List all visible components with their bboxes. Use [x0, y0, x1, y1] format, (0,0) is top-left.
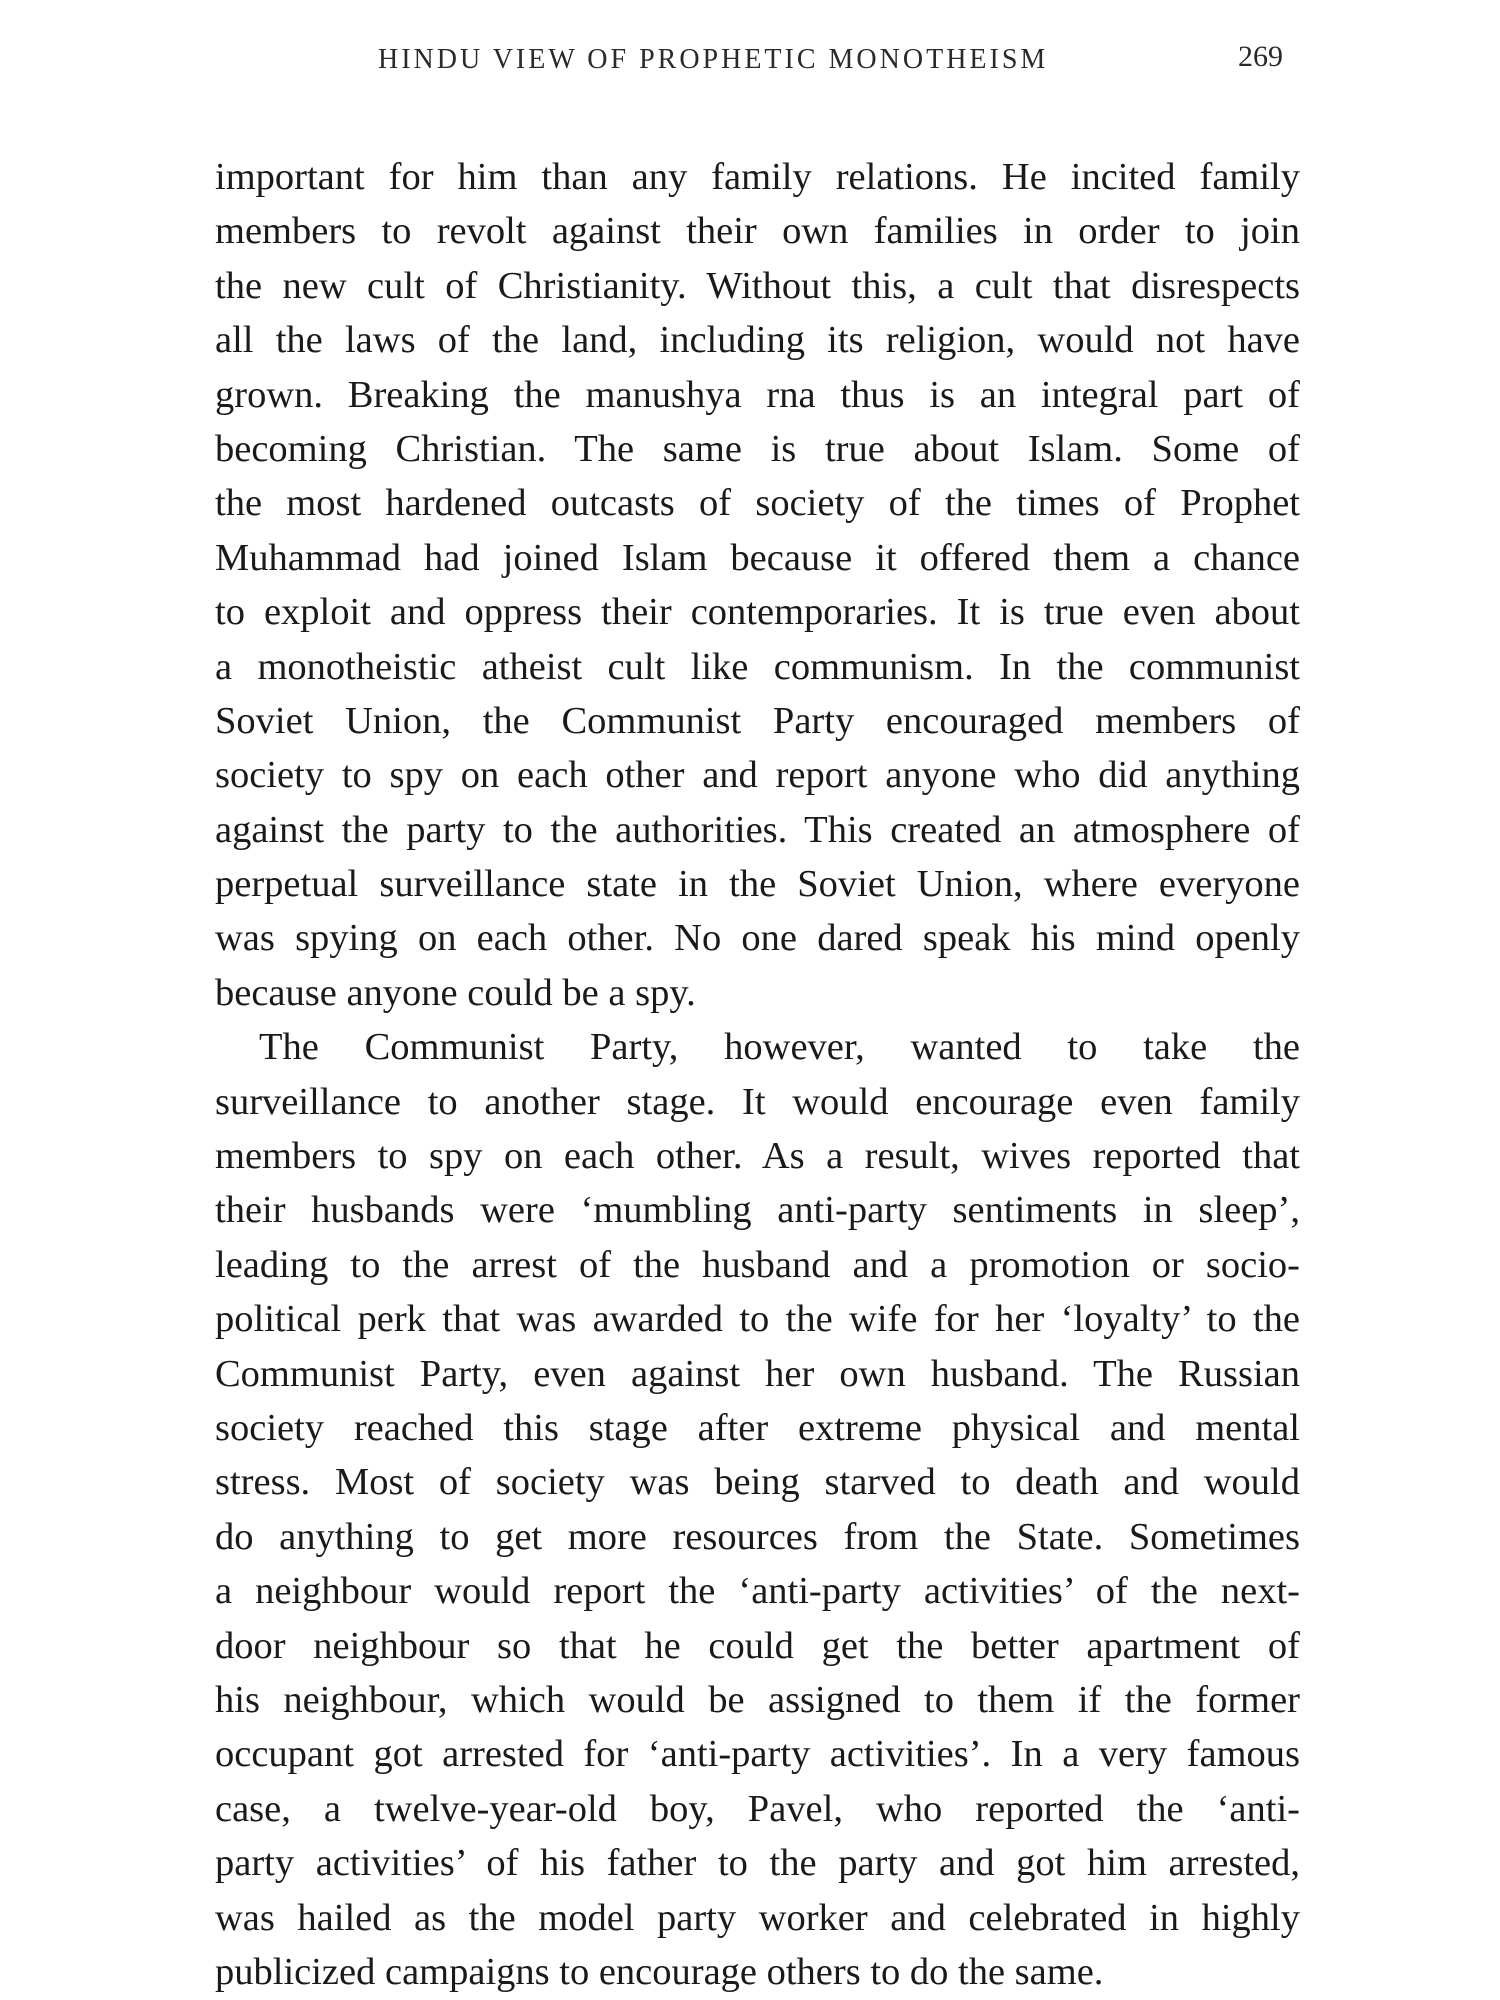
text-line: important for him than any family relations. He incited family: [215, 156, 1300, 198]
text-line: surveillance to another stage. It would encourage even family: [215, 1080, 1300, 1123]
paragraph-2: [215, 1020, 1300, 1999]
text-line: stress. Most of society was being starved to death and would: [215, 1461, 1300, 1504]
text-line: perpetual surveillance state in the Soviet Union, where everyone: [215, 863, 1300, 906]
text-line: against the party to the authorities. This created an atmosphere of: [215, 808, 1300, 851]
paragraph-1: [215, 150, 1300, 1020]
text-line: the new cult of Christianity. Without this, a cult that disrespects: [215, 264, 1300, 307]
text-line: their husbands were ‘mumbling anti-party sentiments in sleep’,: [215, 1189, 1300, 1232]
text-line: members to revolt against their own families in order to join: [215, 210, 1300, 253]
text-line: society to spy on each other and report anyone who did anything: [215, 754, 1300, 797]
text-line: members to spy on each other. As a result, wives reported that: [215, 1135, 1300, 1178]
text-line: door neighbour so that he could get the better apartment of: [215, 1624, 1300, 1667]
text-line: Muhammad had joined Islam because it offered them a chance: [215, 536, 1300, 579]
text-line: The Communist Party, however, wanted to take the: [259, 1026, 1300, 1069]
running-head: HINDU VIEW OF PROPHETIC MONOTHEISM: [378, 44, 1049, 75]
text-line: the most hardened outcasts of society of the times of Prophet: [215, 482, 1300, 525]
page-number: 269: [1238, 40, 1283, 73]
text-line: party activities’ of his father to the party and got him arrested,: [215, 1842, 1300, 1885]
text-line: to exploit and oppress their contemporaries. It is true even about: [215, 591, 1300, 634]
text-line: do anything to get more resources from the State. Sometimes: [215, 1515, 1300, 1558]
text-line: was hailed as the model party worker and celebrated in highly: [215, 1896, 1300, 1939]
text-line: becoming Christian. The same is true about Islam. Some of: [215, 427, 1300, 470]
text-line: occupant got arrested for ‘anti-party activities’. In a very famous: [215, 1733, 1300, 1776]
text-line: was spying on each other. No one dared speak his mind openly: [215, 917, 1300, 960]
text-line: grown. Breaking the manushya rna thus is an integral part of: [215, 373, 1300, 416]
text-line: a neighbour would report the ‘anti-party activities’ of the next-: [215, 1570, 1300, 1613]
text-line: because anyone could be a spy.: [215, 971, 696, 1014]
text-line: Communist Party, even against her own husband. The Russian: [215, 1352, 1300, 1395]
text-line: Soviet Union, the Communist Party encouraged members of: [215, 699, 1300, 742]
text-line: a monotheistic atheist cult like communism. In the communist: [215, 645, 1300, 688]
text-line: case, a twelve-year-old boy, Pavel, who reported the ‘anti-: [215, 1787, 1300, 1830]
text-line: his neighbour, which would be assigned to them if the former: [215, 1678, 1300, 1721]
text-line: leading to the arrest of the husband and a promotion or socio-: [215, 1243, 1300, 1286]
text-line: publicized campaigns to encourage others to do the same.: [215, 1950, 1104, 1993]
text-line: society reached this stage after extreme physical and mental: [215, 1406, 1300, 1449]
text-line: political perk that was awarded to the wife for her ‘loyalty’ to the: [215, 1298, 1300, 1341]
text-line: all the laws of the land, including its religion, would not have: [215, 319, 1300, 362]
body-text: [215, 150, 1300, 1999]
